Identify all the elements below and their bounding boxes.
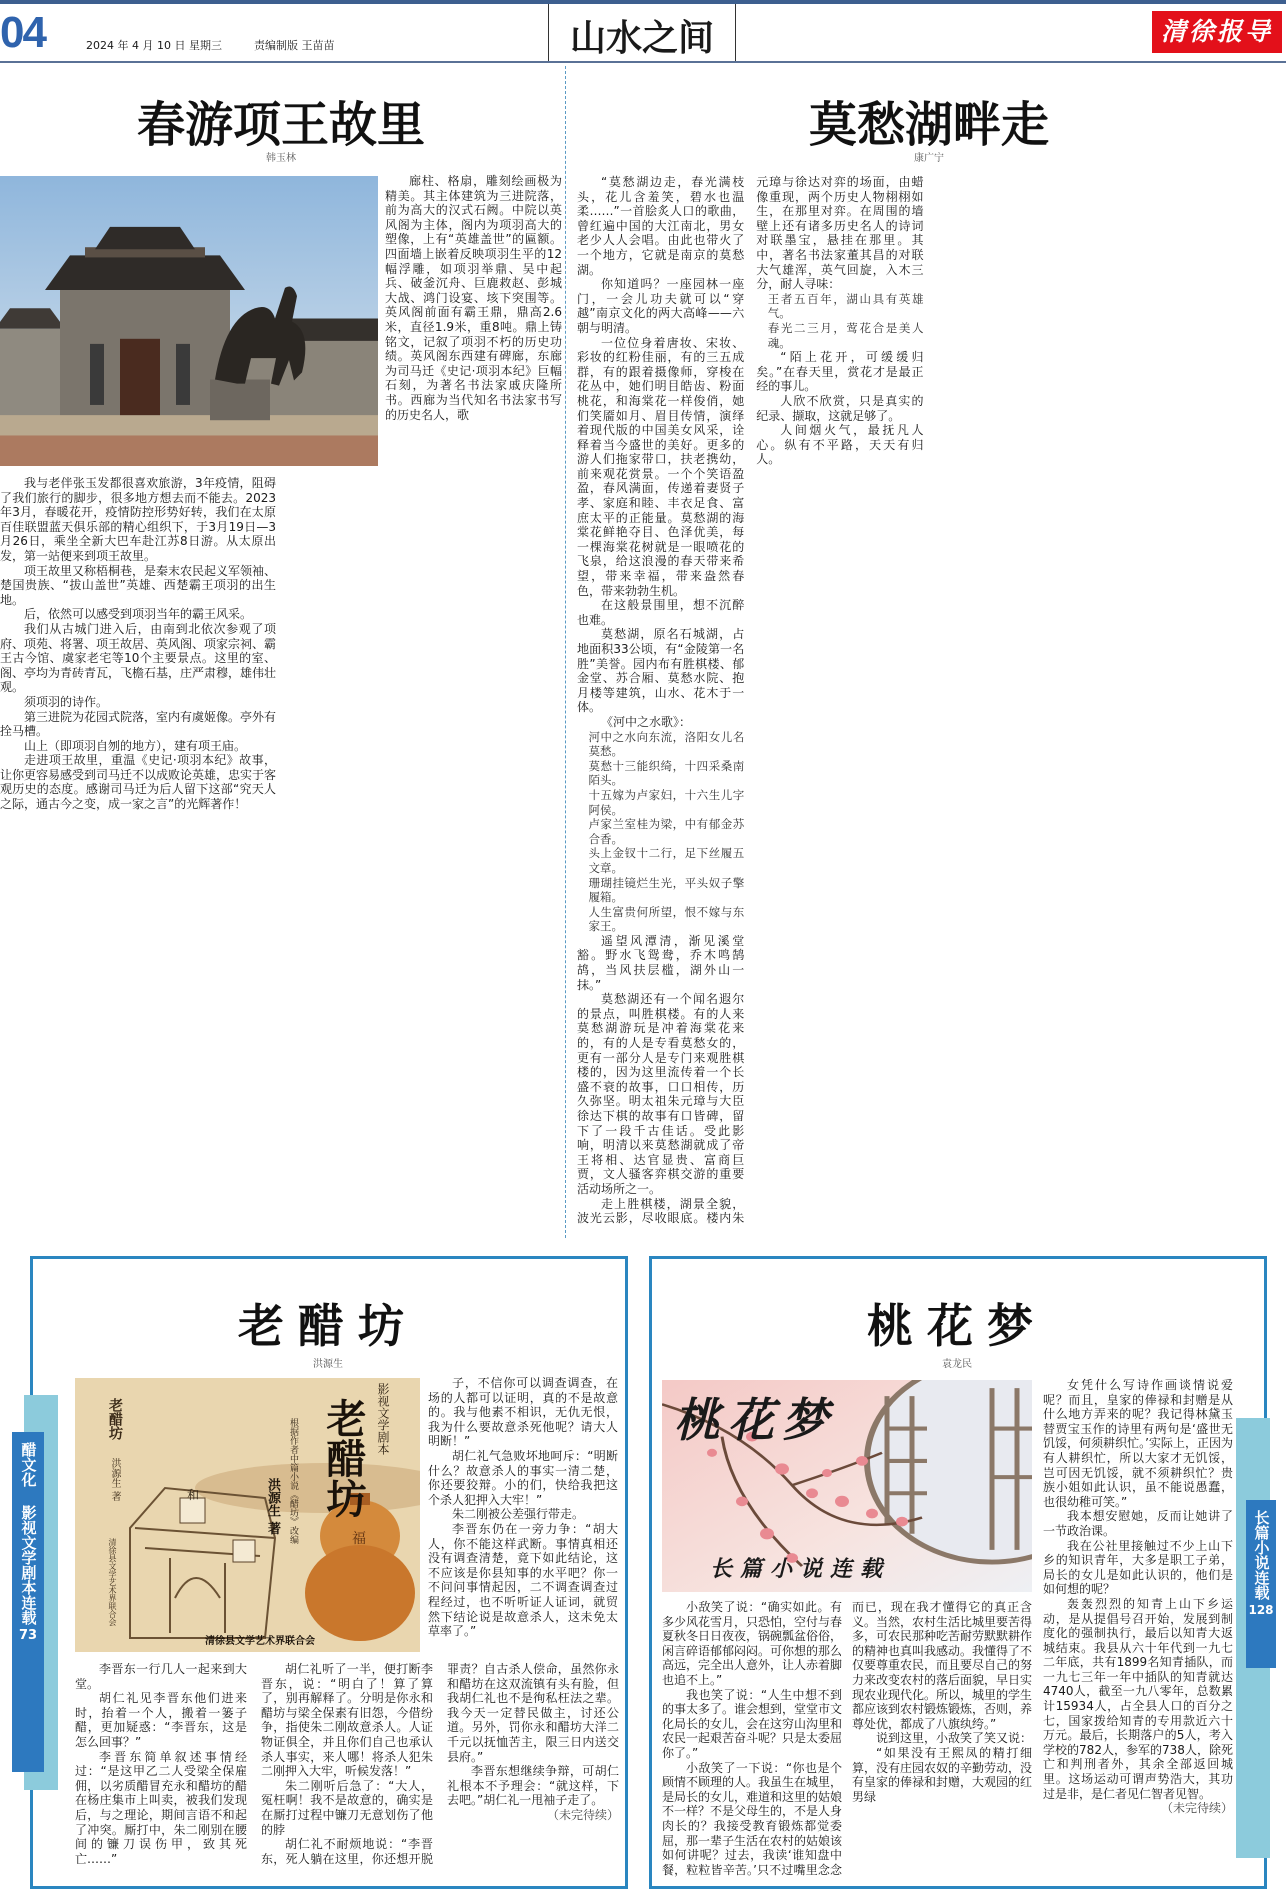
paragraph: 我们从古城门进入后，由南到北依次参观了项府、项苑、将署、项王故居、英风阁、项家宗祠、霸王古今馆、虞家老宅等10个主要景点。这里的室、阁、亭均为青砖青瓦，飞檐石基，庄严肃穆，雄伟壮观。: [0, 621, 277, 695]
paragraph: 遥望风潭清，渐见溪堂豁。野水飞鸳鸯，乔木鸣鹄鸪，当风扶层槛，湖外山一抹。”: [577, 933, 745, 992]
body-part: [75, 1662, 619, 1880]
paragraph: 女凭什么写诗作画谈情说爱呢？而且，皇家的俸禄和封赠是从什么地方弄来的呢？我记得林黛玉替贾宝玉作的诗里有两句是‘盛世无饥馁，何须耕织忙。’实际上，正因为有人耕织忙，所以大家才无饥馁，岂可因无饥馁，就不须耕织忙？贵族小姐如此认识，虽不能说愚蠢，也很幼稚可笑。”: [1043, 1378, 1233, 1509]
paragraph: 小敌笑了一下说：“你也是个顾情不顾理的人。我虽生在城里，是局长的女儿，难道和这里的姑娘不一样？不是父母生的，不是人身肉长的？我接受教育锻炼都觉委屈，那一辈子生活在农村的姑娘该如何讲呢？过去，我读‘谁知盘中餐，粒粒皆辛苦。’只不过嘴里念念而已，现在我才懂得它的真正含义。当然，农村生活比城里要苦得多，可农民那种吃苦耐劳默默耕作的精神也真叫我感动。我懂得了不仅要尊重农民，而且要尽自己的努力来改变农村的落后面貌，早日实现农业现代化。所以，城里的学生都应该到农村锻炼锻炼，否则，养尊处优，都成了八旗纨绔。”: [662, 1600, 1033, 1877]
poem: [756, 292, 923, 350]
poem-line: 头上金钗十二行，足下丝履五文章。: [588, 846, 745, 875]
banner-title: 桃花梦: [674, 1393, 836, 1447]
paragraph: 子，不信你可以调查调查，在场的人都可以证明，真的不是故意的。我与他素不相识，无仇无恨，我为什么要故意杀死他呢？请大人明断！”: [428, 1376, 618, 1449]
editor-credit: 责编制版 王苗苗: [254, 39, 335, 52]
article-column: [428, 1376, 618, 1658]
paragraph: 在这般景围里，想不沉醉也难。: [577, 598, 745, 627]
cover-spine-title: 老醋坊: [107, 1398, 123, 1440]
paragraph: 走进项王故里，重温《史记·项羽本纪》故事，让你更容易感受到司马迁不以成败论英雄，忠实于客观历史的态度。感谢司马迁为后人留下这部“究天人之际，通古今之变，成一家之言”的光辉著作！: [0, 753, 277, 812]
paragraph: 第三进院为花园式院落，室内有虞姬像。亭外有拴马槽。: [0, 709, 277, 739]
cover-spine-author: 洪源生 著: [109, 1458, 120, 1502]
poem-line: 人生富贵何所望，恨不嫁与东家王。: [588, 904, 745, 934]
poem-line: 王者五百年，湖山具有英雄气。: [767, 291, 924, 321]
paragraph: 《河中之水歌》：: [601, 714, 692, 729]
paragraph: 须项羽的诗作。: [24, 694, 109, 709]
article-column: [385, 174, 562, 472]
paragraph: 李晋东一行几人一起来到大堂。: [75, 1662, 247, 1691]
cover-series: 影视文学剧本: [376, 1383, 390, 1455]
body-part: [1043, 1378, 1233, 1801]
column-divider: [565, 66, 566, 1238]
side-label: [12, 1432, 44, 1772]
episode-number: 128: [1248, 1603, 1274, 1617]
paragraph: 你知道吗？一座园林一座门，一会儿功夫就可以“穿越”南京文化的两大高峰——六朝与明清。: [577, 277, 745, 335]
paragraph: 胡仁礼气急败坏地呵斥：“明断什么？故意杀人的事实一清二楚，你还要狡辩。小的们，快给我把这个杀人犯押入大牢！”: [428, 1448, 618, 1507]
issue-date: 2024 年 4 月 10 日 星期三: [86, 39, 222, 52]
article-body: [577, 175, 1282, 1235]
to-be-continued: （未完待续）: [546, 1807, 619, 1822]
paragraph: 胡仁礼不耐烦地说：“李晋东，死人躺在这里，你还想开脱罪责？自古杀人偿命，虽然你永和醋坊在这双流镇有头有脸，但我胡仁礼也不是徇私枉法之辈。我今天一定替民做主，讨还公道。另外，罚你永和醋坊大洋二千元以抚恤苦主，限三日内送交县府。”: [261, 1662, 619, 1866]
paragraph: 李晋东简单叙述事情经过：“是这甲乙二人受梁全保雇佣，以劣质醋冒充永和醋坊的醋在杨庄集市上叫卖，被我们发现后，与之理论，期间言语不和起了冲突。厮打中，朱二刚别在腰间的镰刀误伤甲，致其死亡……”: [75, 1749, 247, 1866]
article-body: [0, 476, 562, 1236]
paragraph: 朱二刚被公差强行带走。: [452, 1507, 585, 1522]
side-label: [1246, 1500, 1276, 1668]
paragraph: 项王故里又称梧桐巷，是秦末农民起义军领袖、楚国贵族、“拔山盖世”英雄、西楚霸王项羽的出生地。: [0, 563, 277, 607]
poem-line: 春光二三月，莺花合是美人魂。: [767, 320, 924, 350]
header-rule: [0, 61, 1286, 63]
article-title: 莫愁湖畔走: [808, 97, 1049, 153]
paragraph: 莫愁湖，原名石城湖，占地面积33公顷，有“金陵第一名胜”美誉。园内布有胜棋楼、郁金堂、苏合厢、莫愁水院、抱月楼等建筑，山水、花木于一体。: [577, 627, 745, 715]
paragraph: “莫愁湖边走，春光满枝头，花儿含羞笑，碧水也温柔……”一首脍炙人口的歌曲，曾红遍中国的大江南北，男女老少人人会唱。由此也带火了一个地方，它就是南京的莫愁湖。: [577, 175, 745, 277]
poem: [577, 730, 744, 934]
poem-line: 珊瑚挂镜烂生光，平头奴子擎履箱。: [588, 875, 745, 905]
paragraph: “陌上花开，可缓缓归矣。”在春天里，赏花才是最正经的事儿。: [756, 350, 924, 394]
cover-author: 洪源生 著: [265, 1478, 280, 1535]
body-part: [577, 175, 744, 730]
article-title: 桃花梦: [867, 1299, 1047, 1353]
paragraph: 我本想安慰她，反而让她讲了一节政治课。: [1043, 1509, 1233, 1538]
poem-line: 河中之水向东流，洛阳女儿名莫愁。: [588, 729, 745, 759]
poem-line: 十五嫁为卢家妇，十六生儿字阿侯。: [588, 787, 745, 817]
newspaper-logo: 清徐报导: [1152, 11, 1282, 53]
paragraph: “如果没有王熙凤的精打细算，没有庄园农奴的辛勤劳动，没有皇家的俸禄和封赠，大观园的红男绿: [852, 1745, 1033, 1804]
paragraph: 我在公社里接触过不少上山下乡的知识青年，大多是职工子弟，局长的女儿是如此认识的，他们是如何想的呢？: [1043, 1538, 1233, 1597]
paragraph: 后，依然可以感受到项羽当年的霸王风采。: [24, 607, 253, 622]
side-label-sub: 影视文学剧本连载: [19, 1505, 38, 1625]
paragraph: 我与老伴张玉发都很喜欢旅游，3年疫情，阻碍了我们旅行的脚步，很多地方想去而不能去。2023年3月，春暖花开，疫情防控形势好转，我们在太原百佳联盟蓝天俱乐部的精心组织下，于3月19日—3月26日，乘坐全新大巴车赴江苏8日游。从太原出发，第一站便来到项王故里。: [0, 476, 276, 563]
article-title: 春游项王故里: [136, 97, 425, 153]
poem-line: 莫愁十三能织绮，十四采桑南陌头。: [588, 758, 745, 788]
paragraph: 说到这里，小敌笑了笑又说：: [876, 1731, 1033, 1746]
paragraph: 李晋东想继续争辩，可胡仁礼根本不予理会：“就这样，下去吧。”胡仁礼一甩袖子走了。: [447, 1764, 619, 1808]
article-body: [662, 1600, 1032, 1880]
to-be-continued: （未完待续）: [1160, 1801, 1233, 1816]
paragraph: 胡仁礼见李晋东他们进来时，抬着一个人，搬着一篓子醋，更加疑惑：“李晋东，这是怎么回事？”: [75, 1691, 247, 1749]
photo-xiang-wang-hometown: [0, 176, 378, 466]
paragraph: 轰轰烈烈的知青上山下乡运动，是从提倡号召开始，发展到制度化的强制执行，最后以知青大返城结束。我县从六十年代到一九七二年底，共有1899名知青插队，而一九七三年一年中插队的知青就达4740人，截至一九八零年，总数累计15934人，占全县人口的百分之七，国家拨给知青的专用款近六十万元。最后，长期落户的5人，考入学校的782人，参军的738人，除死亡和判刑者外，其余全部返回城里。这场运动可谓声势浩大，其功过是非，是仁者见仁智者见智。: [1043, 1596, 1233, 1801]
paragraph: 一位位身着唐妆、宋妆、彩妆的红粉佳丽，有的三五成群，有的跟着摄像师，穿梭在花丛中，她们明目皓齿、粉面桃花，和海棠花一样俊俏，她们笑靥如月、眉目传情，演绎着现代版的中国美女风采，诠释着当今盛世的美好。更多的游人们拖家带口，扶老携幼，前来观花赏景。一个个笑语盈盈，春风满面，传递着妻贤子孝、家庭和睦、丰衣足食、富庶太平的正能量。莫愁湖的海棠花鲜艳夺目、色泽优美，每一棵海棠花树就是一眼喷花的飞泉，给这浪漫的春天带来希望，带来幸福，带来盎然春色，带来勃勃生机。: [577, 335, 745, 598]
paragraph: 胡仁礼听了一半，便打断李晋东，说：“明白了！算了算了，别再解释了。分明是你永和醋坊与梁全保素有旧怨，今借纷争，指使朱二刚故意杀人。人证物证俱全，并且你们自己也承认杀人事实，来人哪！将杀人犯朱二刚押入大牢，听候发落！”: [261, 1662, 433, 1779]
top-rule: [0, 0, 1286, 4]
paragraph: 朱二刚听后急了：“大人，冤枉啊！我不是故意的，确实是在厮打过程中镰刀无意划伤了他的脖: [261, 1778, 433, 1837]
article-author: 袁龙民: [942, 1359, 972, 1370]
cover-sign: 和: [187, 1488, 200, 1502]
cover-publisher: 清徐县文学艺术界联合会: [205, 1636, 315, 1647]
paragraph: 李晋东仍在一旁力争：“胡大人，你不能这样武断。事情真相还没有调查清楚，竟下如此结论，这不应该是你县知事的水平吧？你一不问问事情起因，二不调查调查过程经过，也不听听证人证词，就贸然下结论说是故意杀人，这未免太草率了。”: [428, 1521, 618, 1639]
banner-image: [662, 1380, 1032, 1592]
section-title: 山水之间: [569, 18, 714, 59]
paragraph: 廊柱、格扇，雕刻绘画极为精美。其主体建筑为三进院落，前为高大的汉式石阙。中院以英风阁为主体，阁内为项羽高大的塑像，上有“英雄盖世”的匾额。四面墙上嵌着反映项羽生平的12幅浮雕，如项羽举鼎、吴中起兵、破釜沉舟、巨鹿救赵、彭城大战、鸿门设宴、垓下突围等。英风阁前面有霸王鼎，鼎高2.6米，直径1.9米，重8吨。鼎上铸铭文，记叙了项羽不朽的历史功绩。英风阁东西建有碑廊，东廊为司马迁《史记·项羽本纪》巨幅石刻，为著名书法家戚庆隆所书。西廊为当代知名书法家书写的历史名人，歌: [385, 174, 562, 422]
book-cover-image: [75, 1378, 420, 1652]
cover-adapted: 根据作者中篇小说《醋坊》改编: [288, 1418, 298, 1544]
paragraph: 山上（即项羽自刎的地方），建有项王庙。: [24, 738, 247, 753]
article-title: 老醋坊: [238, 1299, 418, 1353]
poem-line: 卢家兰室桂为梁，中有郁金苏合香。: [588, 817, 745, 846]
side-label-text: 长篇小说连载: [1252, 1510, 1271, 1600]
page-number: 04: [0, 8, 45, 57]
paragraph: 我也笑了说：“人生中想不到的事太多了。谁会想到，堂堂市文化局长的女儿，会在这穷山沟里和农民一起艰苦奋斗呢？只是太委屈你了。”: [662, 1687, 843, 1760]
episode-number: 73: [18, 1628, 38, 1643]
cover-spine-publisher: 清徐县文学艺术界联合会: [108, 1538, 117, 1626]
paragraph: 小敌笑了说：“确实如此。有多少风花雪月，只恐怕，空付与春夏秋冬日日夜夜，锅碗瓢盆俗俗，闲言碎语郁郁闷闷。可你想的那么高远，完全出人意外，让人赤着脚也追不上。”: [662, 1600, 843, 1687]
cover-title: 老醋坊: [320, 1398, 367, 1518]
body-part: [756, 350, 923, 467]
cover-gourd-char: 福: [352, 1531, 366, 1547]
article-body: [75, 1662, 619, 1880]
article-author: 韩玉林: [266, 153, 296, 164]
article-author: 康广宁: [914, 153, 944, 164]
article-author: 洪源生: [313, 1359, 343, 1370]
banner-subtitle: 长篇小说连载: [710, 1557, 891, 1582]
paragraph: 莫愁湖还有一个闻名遐尔的景点，叫胜棋楼。有的人来莫愁湖游玩是冲着海棠花来的，有的人是专看莫愁女的，更有一部分人是专门来观胜棋楼的，因为这里流传着一个长盛不衰的故事，口口相传，历久弥坚。明太祖朱元璋与大臣徐达下棋的故事有口皆碑，留下了一段千古佳话。受此影响，明清以来莫愁湖就成了帝王将相、达官显贵、富商巨贾，文人骚客弈棋交游的重要活动场所之一。: [577, 992, 745, 1196]
paragraph: 走上胜棋楼，湖景全貌，波光云影，尽收眼底。楼内朱元璋与徐达对弈的场面，由蜡像重现，两个历史人物栩栩如生，在那里对弈。在周围的墙壁上还有诸多历史名人的诗词对联墨宝，悬挂在那里。其中，著名书法家董其昌的对联大气雄浑，英气回旋，入木三分，耐人寻味：: [577, 175, 924, 1226]
paragraph: 人欣不欣赏，只是真实的纪录、撷取，这就足够了。: [756, 393, 924, 423]
article-column: [1043, 1378, 1233, 1878]
header-divider: [735, 4, 736, 62]
paragraph: 人间烟火气，最抚凡人心。纵有不平路，天天有归人。: [756, 423, 924, 467]
side-label-text: 醋文化: [19, 1442, 38, 1487]
